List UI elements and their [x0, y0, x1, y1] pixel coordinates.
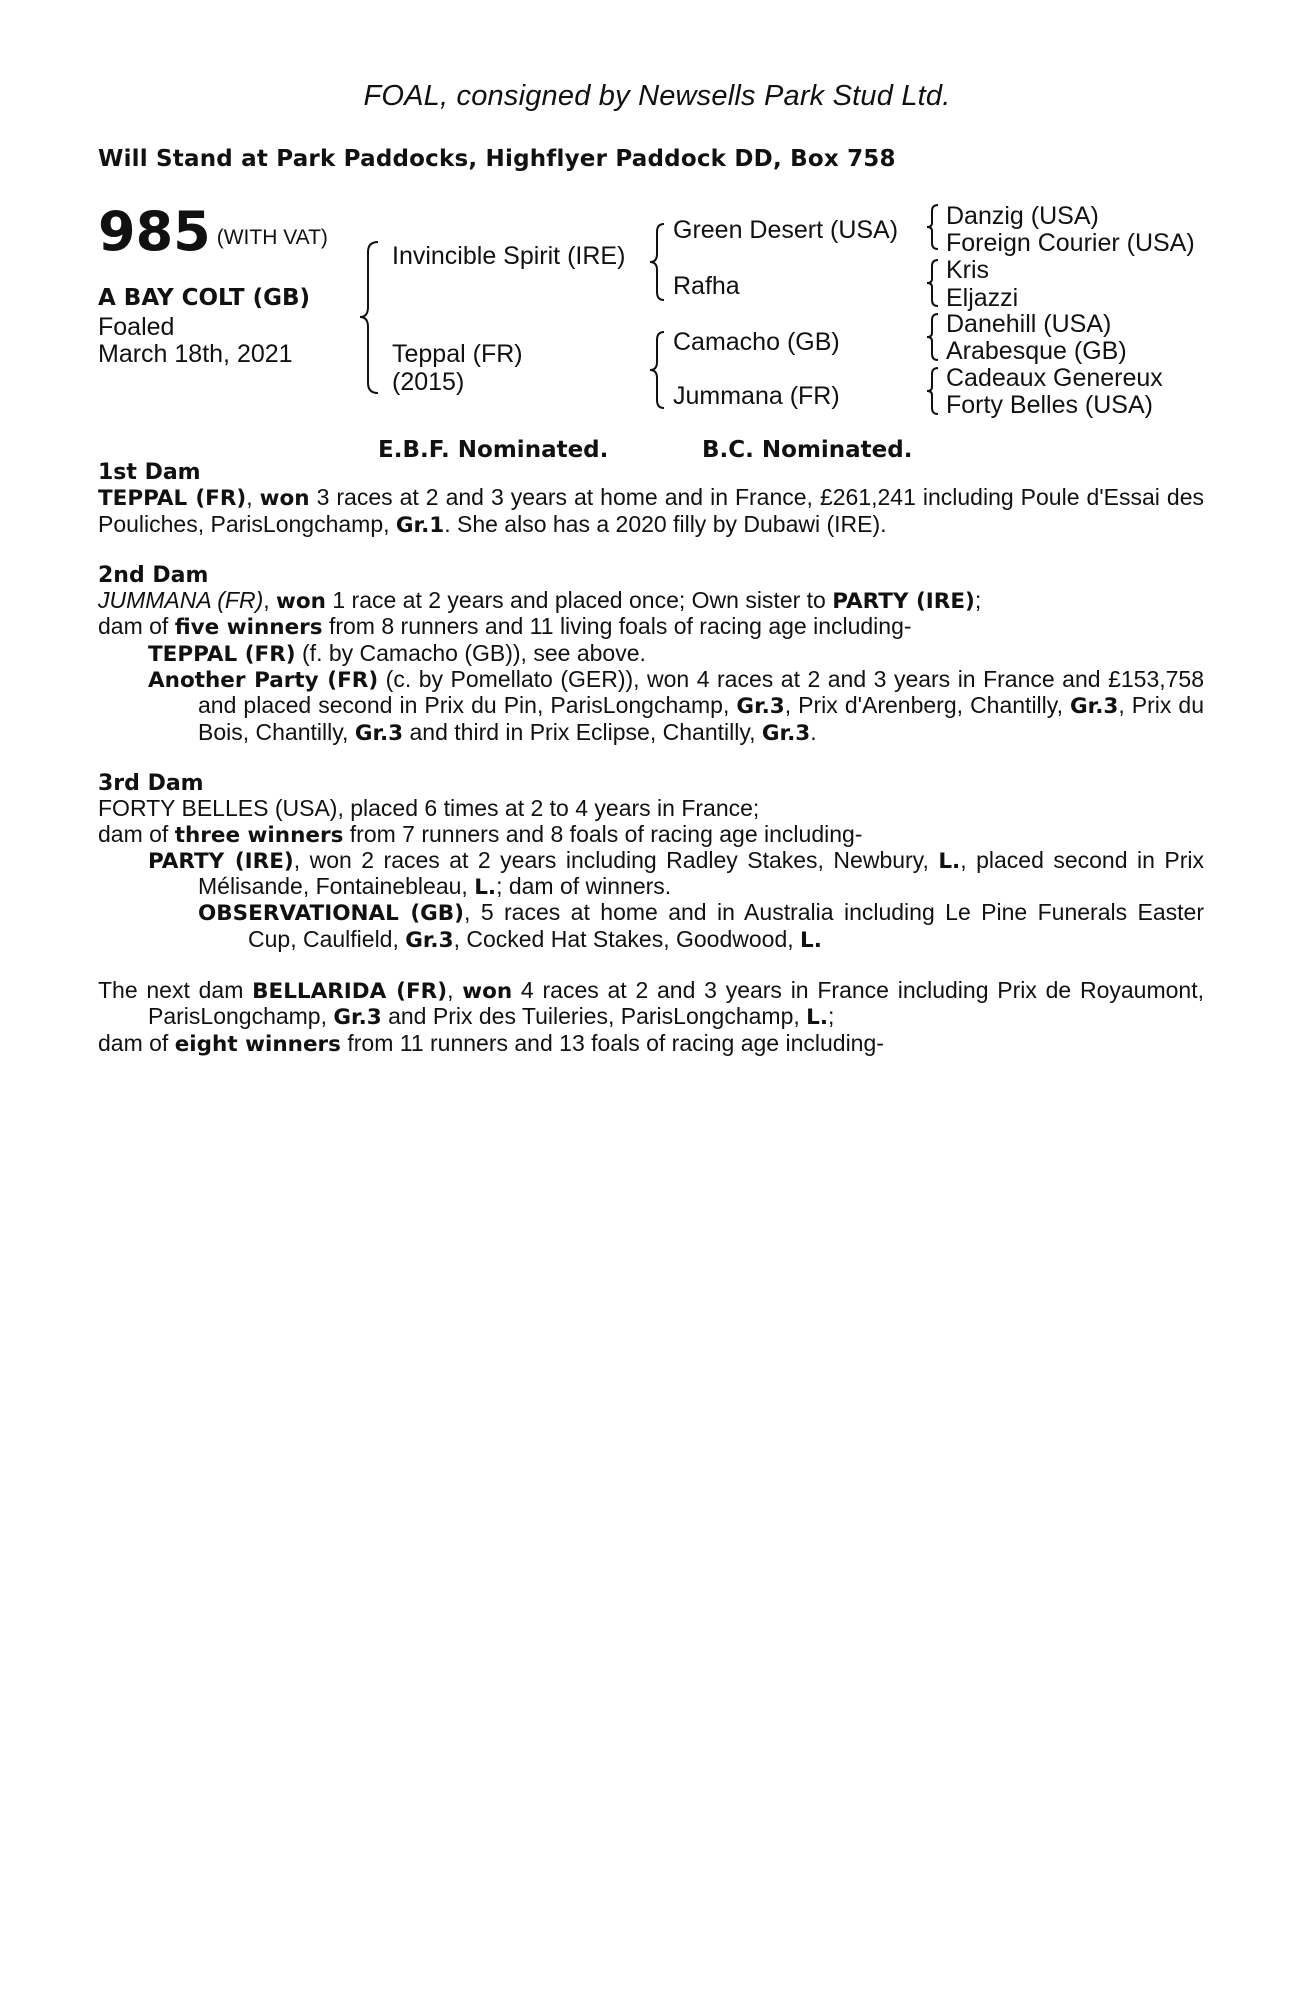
pedigree-brace-g78 [925, 366, 941, 416]
winners-count: three winners [174, 822, 344, 848]
third-dam-heading: 3rd Dam [98, 770, 204, 796]
dam-of-label: dam of [98, 820, 175, 847]
second-dam-heading: 2nd Dam [98, 562, 209, 588]
first-dam-heading: 1st Dam [98, 460, 201, 485]
pedigree-brace-g34 [925, 258, 941, 308]
pedigree-brace-sire [648, 222, 668, 302]
offspring-text: . [810, 718, 817, 745]
first-dam-name: TEPPAL (FR) [98, 486, 247, 512]
lot-number-block [98, 200, 328, 263]
next-dam-produce [98, 1031, 1204, 1057]
second-dam-text: 1 race at 2 years and placed once; Own sister to [325, 587, 833, 614]
offspring-name: TEPPAL (FR) [148, 641, 296, 667]
second-dam-entry: JUMMANA (FR), won 1 race at 2 years and placed once; Own sister to PARTY (IRE); [98, 587, 982, 615]
next-dam-label: The next dam [98, 977, 253, 1004]
offspring-entry [98, 667, 1204, 746]
offspring-text: (c. by Pomellato (GER)), won 4 races at 2 and 3 years in France and £153,758 and placed second in Prix du Pin, ParisLongchamp, [198, 666, 1204, 719]
first-dam-text-2: . She also has a 2020 filly by Dubawi (IRE). [444, 510, 887, 537]
next-dam-text: ; [828, 1003, 835, 1030]
dam-name: Teppal (FR) [392, 340, 523, 368]
dam-of-text: from 11 runners and 13 foals of racing age including- [340, 1029, 884, 1056]
third-dam-entry: FORTY BELLES (USA), placed 6 times at 2 to 4 years in France; [98, 795, 760, 822]
third-dam-produce [98, 822, 1204, 848]
next-dam-text: 4 races at 2 and 3 years in France including Prix de Royaumont, ParisLongchamp, [148, 977, 1204, 1030]
won-label: won [259, 486, 310, 512]
offspring-name: Another Party (FR) [148, 668, 379, 694]
vat-note: (WITH VAT) [216, 226, 328, 249]
listed-label: L. [474, 875, 497, 901]
dam-of-text: from 7 runners and 8 foals of racing age including- [343, 820, 863, 847]
dam-dam-name: Jummana (FR) [673, 382, 840, 410]
grade-label: Gr.1 [395, 512, 445, 538]
first-dam-entry: TEPPAL (FR), won 3 races at 2 and 3 years at home and in France, £261,241 including Poule d'Essai des Pouliches, ParisLongchamp, Gr.1. She also has a 2020 filly by Dubawi (IRE). [98, 484, 1204, 538]
grade-label: Gr.3 [405, 927, 454, 953]
dam-of-label: dam of [98, 613, 175, 640]
pedigree-brace-g56 [925, 312, 941, 362]
lot-number: 985 [98, 200, 211, 263]
offspring-text: and third in Prix Eclipse, Chantilly, [403, 718, 762, 745]
grade-label: Gr.3 [1070, 694, 1119, 720]
sire-sire-name: Green Desert (USA) [673, 216, 899, 244]
stand-location: Will Stand at Park Paddocks, Highflyer Paddock DD, Box 758 [98, 146, 896, 172]
catalogue-body [98, 460, 1204, 1057]
winners-count: five winners [174, 615, 323, 641]
pedigree-brace-dam [648, 330, 668, 410]
grandsire-5: Danehill (USA) [946, 310, 1112, 338]
next-dam-name: BELLARIDA (FR) [252, 979, 448, 1005]
granddam-8: Forty Belles (USA) [946, 391, 1153, 419]
grade-label: Gr.3 [761, 720, 811, 746]
grandsire-3: Kris [946, 256, 990, 284]
offspring-text: (f. by Camacho (GB)), see above. [295, 639, 646, 666]
bc-nominated: B.C. Nominated. [702, 437, 913, 463]
offspring-entry [98, 848, 1204, 901]
sire-name: Invincible Spirit (IRE) [392, 242, 626, 270]
offspring-entry [98, 641, 1204, 667]
offspring-text: , Cocked Hat Stakes, Goodwood, [453, 925, 801, 952]
granddam-4: Eljazzi [946, 284, 1019, 312]
dam-of-label: dam of [98, 1029, 175, 1056]
offspring-entry [98, 900, 1204, 953]
horse-info [98, 285, 310, 368]
offspring-text: , won 2 races at 2 years including Radley Stakes, Newbury, [293, 846, 939, 873]
foaled-date: March 18th, 2021 [98, 340, 293, 368]
offspring-name: OBSERVATIONAL (GB) [198, 901, 465, 927]
dam-year: (2015) [392, 368, 465, 396]
first-dam-text: 3 races at 2 and 3 years at home and in France, £261,241 including Poule d'Essai des Pouliches, ParisLongchamp, [98, 484, 1204, 537]
ebf-nominated: E.B.F. Nominated. [378, 437, 609, 463]
granddam-2: Foreign Courier (USA) [946, 229, 1195, 257]
offspring-text: , Prix d'Arenberg, Chantilly, [784, 692, 1071, 719]
second-dam-text-2: ; [974, 587, 982, 614]
offspring-name: PARTY (IRE) [148, 848, 294, 874]
second-dam-produce [98, 614, 1204, 640]
sister-name: PARTY (IRE) [832, 589, 975, 615]
pedigree-brace-main [358, 240, 382, 395]
offspring-text: , Prix du Bois, Chantilly, [198, 692, 1205, 745]
won-label: won [276, 589, 326, 615]
dam-sire-name: Camacho (GB) [673, 328, 840, 356]
sire-dam-name: Rafha [673, 272, 740, 300]
won-label: won [462, 979, 513, 1005]
dam-of-text: from 8 runners and 11 living foals of racing age including- [322, 613, 912, 640]
listed-label: L. [806, 1005, 829, 1031]
winners-count: eight winners [174, 1031, 341, 1057]
next-dam-text: and Prix des Tuileries, ParisLongchamp, [381, 1003, 807, 1030]
next-dam-entry: The next dam BELLARIDA (FR), won 4 races at 2 and 3 years in France including Prix de Royaumont, ParisLongchamp, Gr.3 and Prix des Tuileries, ParisLongchamp, L.; [98, 977, 1204, 1031]
foaled-label: Foaled [98, 313, 175, 341]
granddam-6: Arabesque (GB) [946, 337, 1127, 365]
offspring-text: ; dam of winners. [496, 873, 672, 900]
offspring-text: , 5 races at home and in Australia including Le Pine Funerals Easter Cup, Caulfield, [248, 899, 1204, 952]
second-dam-name: JUMMANA (FR) [98, 587, 264, 614]
listed-label: L. [938, 848, 961, 874]
grandsire-7: Cadeaux Genereux [946, 364, 1163, 392]
grade-label: Gr.3 [736, 694, 785, 720]
pedigree-brace-g12 [925, 203, 941, 251]
listed-label: L. [800, 927, 822, 953]
grade-label: Gr.3 [333, 1005, 382, 1031]
consignor-title: FOAL, consigned by Newsells Park Stud Ltd. [363, 80, 951, 112]
offspring-text: , placed second in Prix Mélisande, Fontainebleau, [198, 846, 1204, 900]
grade-label: Gr.3 [354, 720, 404, 746]
horse-description: A BAY COLT (GB) [98, 285, 311, 311]
grandsire-1: Danzig (USA) [946, 202, 1099, 230]
